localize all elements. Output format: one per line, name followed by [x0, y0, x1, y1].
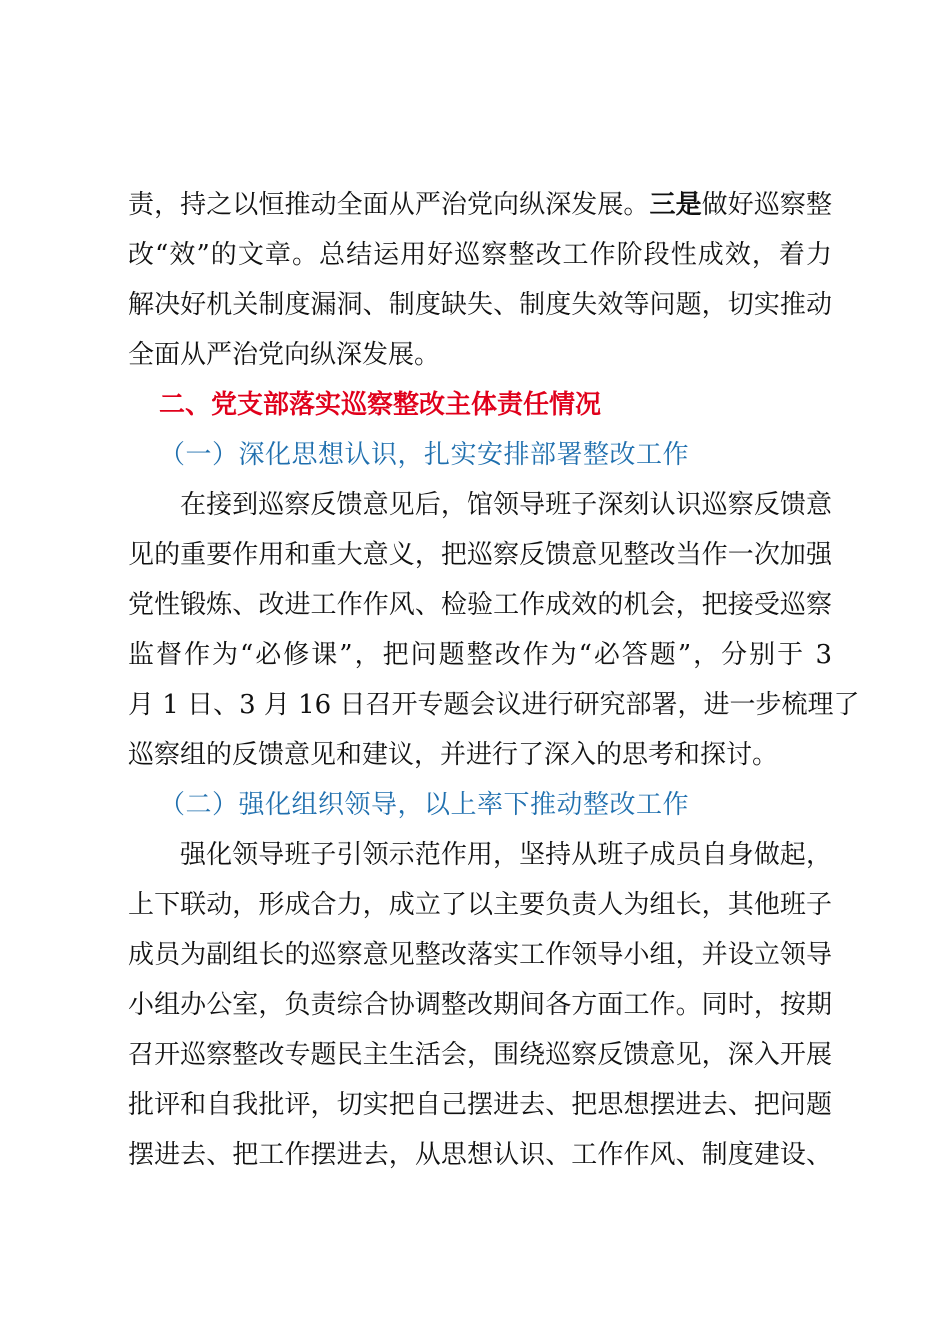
subsection-2-heading: （二）强化组织领导，以上率下推动整改工作 [159, 790, 690, 820]
sub1-line-2: 见的重要作用和重大意义，把巡察反馈意见整改当作一次加强 [128, 540, 832, 570]
section-2-heading: 二、党支部落实巡察整改主体责任情况 [159, 390, 602, 420]
sub2-line-1: 强化领导班子引领示范作用，坚持从班子成员自身做起， [180, 840, 832, 870]
para1-line-1 [128, 188, 832, 222]
sub1-line-5: 月 1 日、3 月 16 日召开专题会议进行研究部署，进一步梳理了 [128, 690, 860, 720]
sub2-line-2: 上下联动，形成合力，成立了以主要负责人为组长，其他班子 [128, 890, 832, 920]
sub1-line-1: 在接到巡察反馈意见后，馆领导班子深刻认识巡察反馈意 [180, 490, 832, 520]
bold-marker-san-shi: 三是 [649, 190, 702, 220]
para1-line-1-text: 责，持之以恒推动全面从严治党向纵深发展。 [128, 190, 650, 220]
sub2-line-7: 摆进去、把工作摆进去，从思想认识、工作作风、制度建设、 [128, 1140, 832, 1170]
sub1-line-3: 党性锻炼、改进工作作风、检验工作成效的机会，把接受巡察 [128, 590, 832, 620]
sub1-line-6: 巡察组的反馈意见和建议，并进行了深入的思考和探讨。 [128, 740, 779, 770]
sub2-line-4: 小组办公室，负责综合协调整改期间各方面工作。同时，按期 [128, 990, 832, 1020]
sub1-line-4: 监督作为“必修课”，把问题整改作为“必答题”，分别于 3 [128, 640, 832, 670]
sub2-line-3: 成员为副组长的巡察意见整改落实工作领导小组，并设立领导 [128, 940, 832, 970]
para1-line-4: 全面从严治党向纵深发展。 [128, 340, 441, 370]
para1-line-3: 解决好机关制度漏洞、制度缺失、制度失效等问题，切实推动 [128, 290, 832, 320]
para1-line-2: 改“效”的文章。总结运用好巡察整改工作阶段性成效，着力 [128, 240, 832, 270]
subsection-1-heading: （一）深化思想认识，扎实安排部署整改工作 [159, 440, 690, 470]
para1-line-1-tail: 做好巡察整 [701, 190, 832, 220]
sub2-line-5: 召开巡察整改专题民主生活会，围绕巡察反馈意见，深入开展 [128, 1040, 832, 1070]
sub2-line-6: 批评和自我批评，切实把自己摆进去、把思想摆进去、把问题 [128, 1090, 832, 1120]
